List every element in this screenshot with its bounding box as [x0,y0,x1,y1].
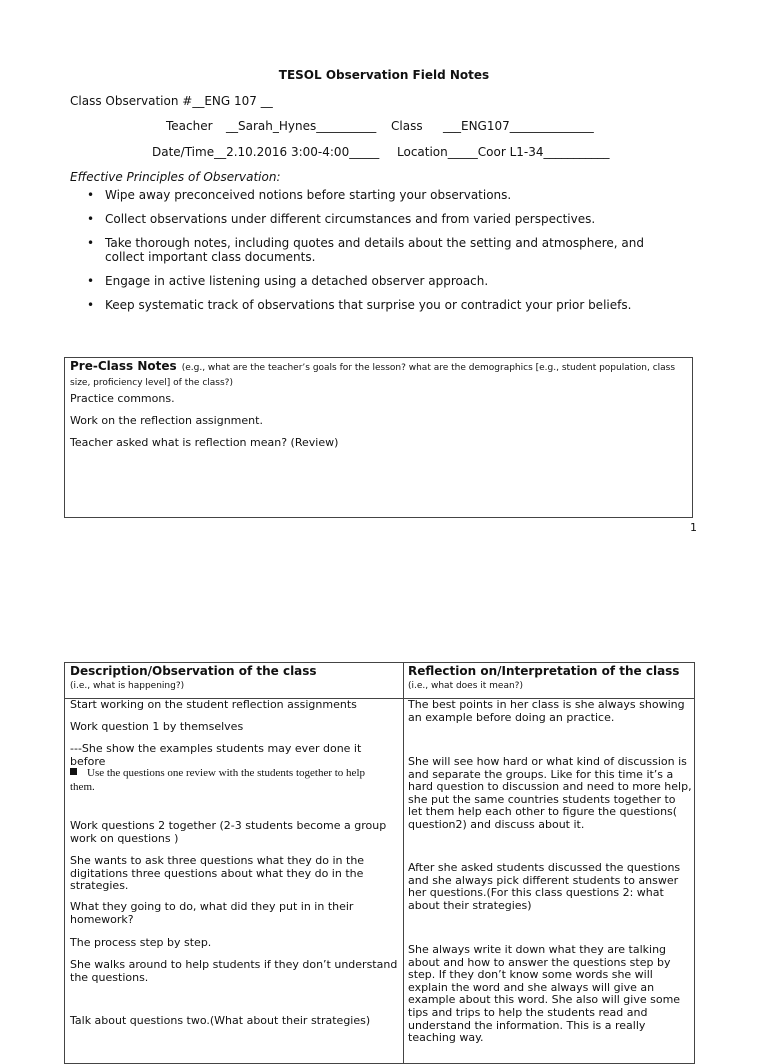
class-value: ___ENG107______________ [443,119,594,133]
document-title: TESOL Observation Field Notes [278,68,490,82]
reflection-entry: The best points in her class is she always showing an example before doing an practice. [408,698,685,724]
observation-entry: Use the questions one review with the students together to help them. [70,767,365,793]
principle-item: • Wipe away preconceived notions before starting your observations. [87,188,512,202]
observation-table [64,662,695,1064]
observation-entry: ---She show the examples students may ever done it before [70,742,362,768]
principle-item: • Take thorough notes, including quotes and details about the setting and atmosphere, and collect important class documents. [87,236,644,264]
preclass-note: Teacher asked what is reflection mean? (Review) [70,436,339,449]
teacher-label: Teacher [166,119,213,133]
principle-item: • Keep systematic track of observations that surprise you or contradict your prior beliefs. [87,298,632,312]
datetime-line: Date/Time__2.10.2016 3:00-4:00_____ [152,145,380,159]
observation-entry: What they going to do, what did they put in in their homework? [70,900,354,926]
principles-heading: Effective Principles of Observation: [70,170,281,184]
observation-entry: Work question 1 by themselves [70,720,244,733]
page-number: 1 [690,521,697,534]
preclass-note: Work on the reflection assignment. [70,414,263,427]
reflection-entry: She will see how hard or what kind of discussion is and separate the groups. Like for this time it’s a hard question to discussion and need to more help, she put the same countries students together to let them help each other to figure the questions( question2) and discuss about it. [408,755,692,831]
reflection-column-header: Reflection on/Interpretation of the class (i.e., what does it mean?) [408,664,680,691]
preclass-notes-box [64,357,693,518]
bullet-icon: • [87,212,95,226]
bullet-icon: • [87,188,95,202]
observation-entry: Start working on the student reflection assignments [70,698,357,711]
description-column-header: Description/Observation of the class (i.e., what is happening?) [70,664,317,691]
principle-item: • Engage in active listening using a detached observer approach. [87,274,489,288]
preclass-title: Pre-Class Notes [70,359,177,373]
column-divider [403,663,404,1063]
observation-entry: Work questions 2 together (2-3 students become a group work on questions ) [70,819,387,845]
preclass-header [70,359,687,389]
observation-entry: Talk about questions two.(What about their strategies) [70,1014,371,1027]
teacher-value: __Sarah_Hynes__________ [226,119,377,133]
principle-item: • Collect observations under different circumstances and from varied perspectives. [87,212,596,226]
bullet-icon: • [87,298,95,312]
bullet-icon: • [87,274,95,288]
principles-list [70,188,680,322]
preclass-hint: (e.g., what are the teacher’s goals for the lesson? what are the demographics [e.g., student population, class size, proficiency level] of the class?) [70,363,676,388]
location-line: Location_____Coor L1-34___________ [397,145,610,159]
reflection-entry: After she asked students discussed the questions and she always pick different students to answer her questions.(For this class questions 2: what about their strategies) [408,861,681,912]
observation-entry: She walks around to help students if they don’t understand the questions. [70,958,398,984]
observation-entry: She wants to ask three questions what they do in the digitations three questions about what they do in the strategies. [70,854,365,893]
class-label: Class [391,119,423,133]
bullet-icon: • [87,236,95,250]
square-bullet-icon [70,768,77,775]
observation-entry: The process step by step. [70,936,212,949]
preclass-note: Practice commons. [70,392,175,405]
class-observation-line: Class Observation #__ENG 107 __ [70,94,273,108]
reflection-entry: She always write it down what they are talking about and how to answer the questions step by step. If they don’t know some words she will explain the word and she always will give an example about this word. She also will give some tips and trips to help the students read and understand the information. This is a really teaching way. [408,943,681,1045]
